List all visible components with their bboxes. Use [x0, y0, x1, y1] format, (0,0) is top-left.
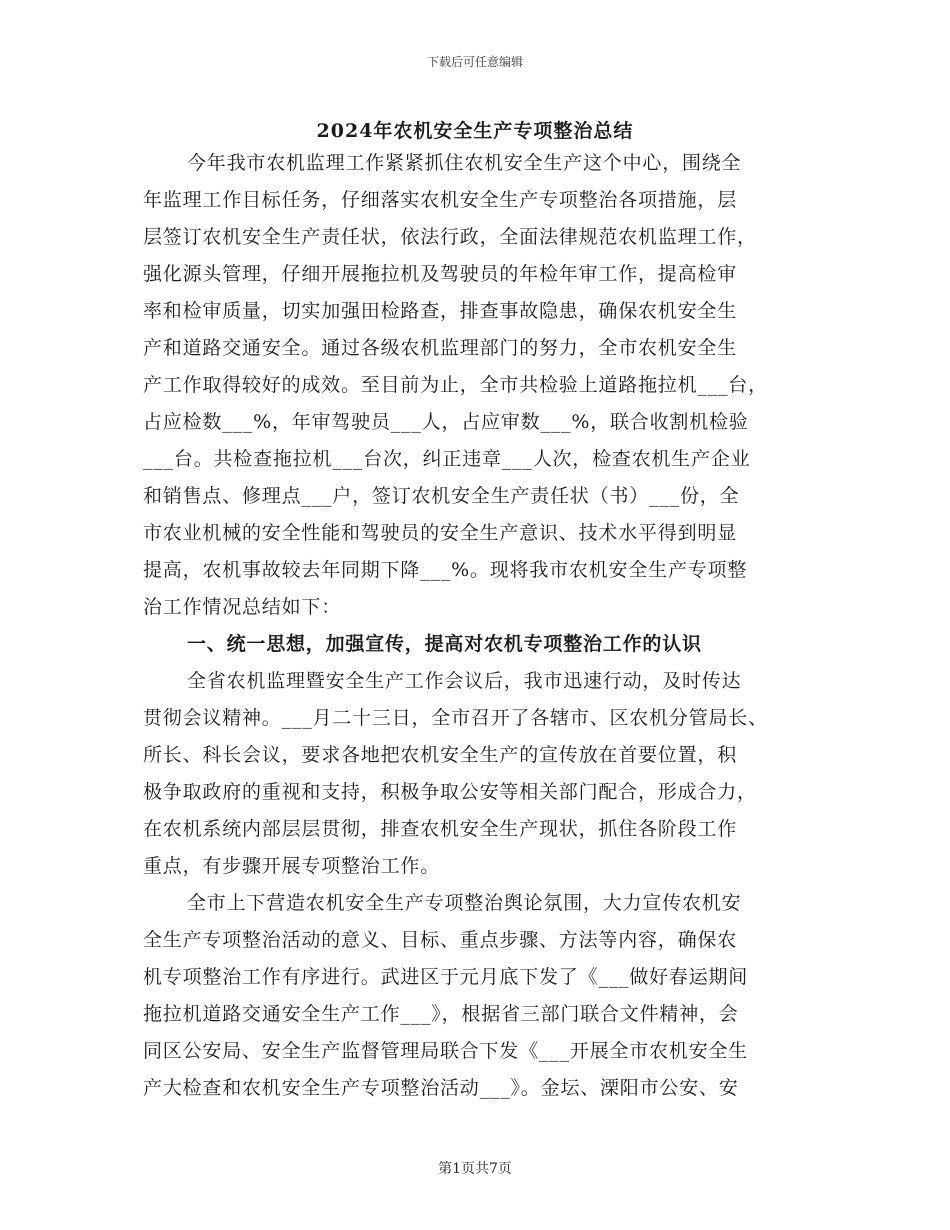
paragraph-line: 产大检查和农机安全生产专项整治活动___》。金坛、溧阳市公安、安 [143, 1077, 739, 1099]
paragraph-line: 产和道路交通安全。通过各级农机监理部门的努力，全市农机安全生 [143, 337, 738, 359]
paragraph-line: 和销售点、修理点___户，签订农机安全生产责任状（书）___份，全 [143, 485, 740, 507]
paragraph-line: 年监理工作目标任务，仔细落实农机安全生产专项整治各项措施，层 [143, 189, 738, 211]
section-heading: 一、统一思想，加强宣传，提高对农机专项整治工作的认识 [187, 633, 702, 655]
paragraph-line: ___台。共检查拖拉机___台次，纠正违章___人次，检查农机生产企业 [143, 448, 751, 470]
paragraph-line: 全省农机监理暨安全生产工作会议后，我市迅速行动，及时传达 [187, 670, 742, 692]
paragraph-line: 重点，有步骤开展专项整治工作。 [143, 855, 441, 877]
paragraph-line: 占应检数___%，年审驾驶员___人，占应审数___%，联合收割机检验 [143, 411, 749, 433]
paragraph-line: 拖拉机道路交通安全生产工作___》，根据省三部门联合文件精神，会 [143, 1003, 739, 1025]
document-title: 2024年农机安全生产专项整治总结 [316, 120, 634, 142]
page-number-footer: 第1页共7页 [438, 1161, 512, 1177]
paragraph-line: 全生产专项整治活动的意义、目标、重点步骤、方法等内容，确保农 [143, 929, 738, 951]
paragraph-line: 产工作取得较好的成效。至目前为止，全市共检验上道路拖拉机___台， [143, 374, 768, 396]
paragraph-line: 所长、科长会议，要求各地把农机安全生产的宣传放在首要位置，积 [143, 744, 738, 766]
paragraph-line: 市农业机械的安全性能和驾驶员的安全生产意识、技术水平得到明显 [143, 522, 738, 544]
header-note: 下载后可任意编辑 [426, 55, 523, 69]
paragraph-line: 率和检审质量，切实加强田检路查，排查事故隐患，确保农机安全生 [143, 300, 738, 322]
paragraph-line: 同区公安局、安全生产监督管理局联合下发《___开展全市农机安全生 [143, 1040, 749, 1062]
paragraph-line: 在农机系统内部层层贯彻，排查农机安全生产现状，抓住各阶段工作 [143, 818, 738, 840]
paragraph-line: 贯彻会议精神。___月二十三日，全市召开了各辖市、区农机分管局长、 [143, 707, 768, 729]
paragraph-line: 强化源头管理，仔细开展拖拉机及驾驶员的年检年审工作，提高检审 [143, 263, 738, 285]
paragraph-line: 极争取政府的重视和支持，积极争取公安等相关部门配合，形成合力， [143, 781, 757, 803]
paragraph-line: 机专项整治工作有序进行。武进区于元月底下发了《___做好春运期间 [143, 966, 749, 988]
paragraph-line: 今年我市农机监理工作紧紧抓住农机安全生产这个中心，围绕全 [187, 152, 742, 174]
paragraph-line: 提高，农机事故较去年同期下降___%。现将我市农机安全生产专项整 [143, 559, 748, 581]
paragraph-line: 治工作情况总结如下： [143, 596, 342, 618]
paragraph-line: 层签订农机安全生产责任状，依法行政，全面法律规范农机监理工作， [143, 226, 757, 248]
paragraph-line: 全市上下营造农机安全生产专项整治舆论氛围，大力宣传农机安 [187, 892, 742, 914]
